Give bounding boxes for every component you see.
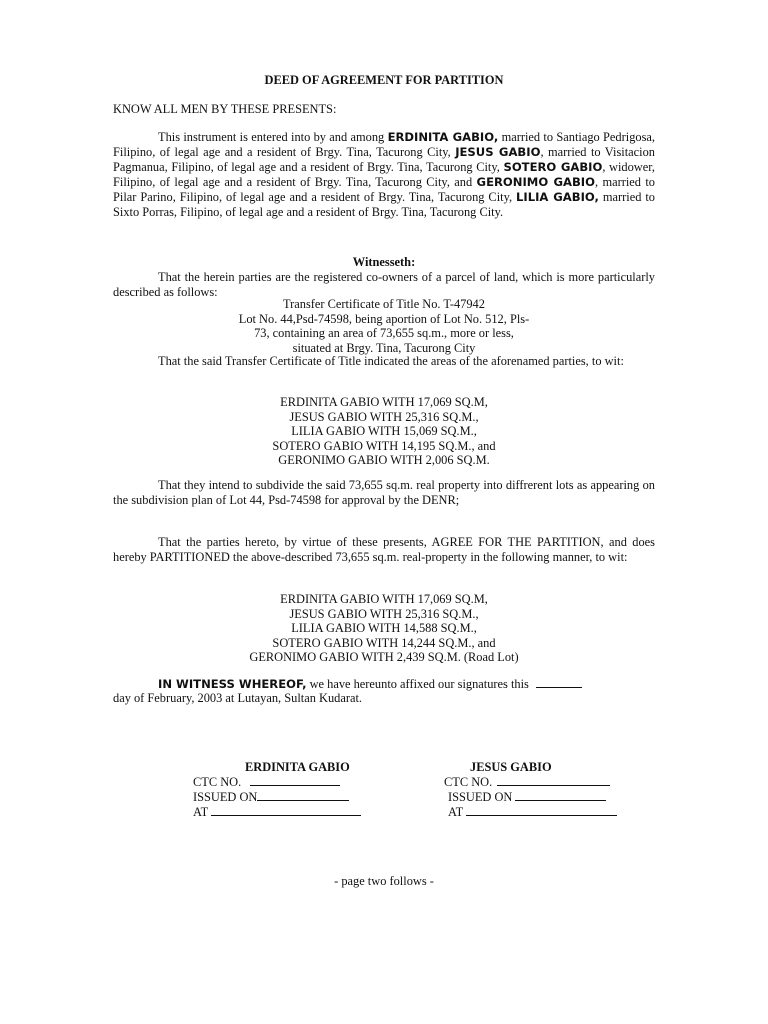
signatory-name: ERDINITA GABIO (245, 760, 350, 774)
subdivide-paragraph: That they intend to subdivide the said 73,655 sq.m. real property into diffrerent lots as appearing on the subdivision plan of Lot 44, Psd-74598 for approval by the DENR; (113, 478, 655, 507)
list-item: SOTERO GABIO WITH 14,195 SQ.M., and (272, 438, 496, 453)
party-name: GERONIMO GABIO (476, 175, 595, 189)
issued-on-blank (515, 789, 606, 801)
at-blank (466, 804, 617, 816)
coowners-paragraph: That the herein parties are the registered co-owners of a parcel of land, which is more particularly described as follows: (113, 270, 655, 299)
at-field: AT (193, 804, 361, 820)
land-description-line: Lot No. 44,Psd-74598, being aportion of Lot No. 512, Pls- (238, 311, 530, 326)
list-item: GERONIMO GABIO WITH 2,006 SQ.M. (278, 453, 490, 467)
page-footer: - page two follows - (334, 874, 434, 888)
land-description-line: Transfer Certificate of Title No. T-47942 (283, 297, 485, 311)
list-item: LILIA GABIO WITH 14,588 SQ.M., (291, 621, 477, 635)
land-description-line: situated at Brgy. Tina, Tacurong City (292, 340, 476, 355)
intro-paragraph: This instrument is entered into by and among ERDINITA GABIO, married to Santiago Pedrigosa, Filipino, of legal age and a resident of Brgy. Tina, Tacurong City, JESUS GABIO, married to Visitacion Pagmanua, Filipino, of legal age and a resident of Brgy. Tina, Tacurong City, SOTERO GABIO, widower, Filipino, of legal age and a resident of Brgy. Tina, Tacurong City, and GERONIMO GABIO, married to Pilar Parino, Filipino, of legal age and a resident of Brgy. Tina, Tacurong City, LILIA GABIO, married to Sixto Porras, Filipino, of legal age and a resident of Brgy. Tina, Tacurong City. (113, 130, 656, 219)
witnesseth-heading: Witnesseth: (352, 255, 416, 269)
at-blank (211, 804, 361, 816)
list-item: LILIA GABIO WITH 15,069 SQ.M., (291, 424, 477, 438)
issued-on-field: ISSUED ON (448, 789, 606, 805)
witness-whereof-bold: IN WITNESS WHEREOF, (158, 677, 307, 691)
issued-on-blank (257, 789, 349, 801)
at-field: AT (448, 804, 617, 820)
party-name: ERDINITA GABIO, (387, 130, 499, 144)
land-description (113, 297, 655, 355)
salutation: KNOW ALL MEN BY THESE PRESENTS: (113, 102, 337, 116)
areas-list-initial (113, 395, 655, 468)
party-name: JESUS GABIO (455, 145, 541, 159)
party-name: LILIA GABIO, (516, 190, 599, 204)
agree-paragraph: That the parties hereto, by virtue of these presents, AGREE FOR THE PARTITION, and does hereby PARTITIONED the above-described 73,655 sq.m. real-property in the following manner, to wit: (113, 535, 655, 564)
party-name: SOTERO GABIO (503, 160, 603, 174)
ctc-field: CTC NO. (444, 774, 610, 790)
witness-date-line: day of February, 2003 at Lutayan, Sultan Kudarat. (113, 691, 363, 705)
land-description-line: 73, containing an area of 73,655 sq.m., more or less, (254, 326, 514, 340)
ctc-field: CTC NO. (193, 774, 340, 790)
list-item: SOTERO GABIO WITH 14,244 SQ.M., and (272, 635, 496, 650)
list-item: GERONIMO GABIO WITH 2,439 SQ.M. (Road Lot) (249, 650, 519, 664)
date-blank (536, 676, 582, 688)
ctc-blank (250, 774, 340, 786)
witness-whereof-line: IN WITNESS WHEREOF, we have hereunto affixed our signatures this (158, 676, 582, 692)
list-item: JESUS GABIO WITH 25,316 SQ.M., (289, 606, 479, 621)
issued-on-field: ISSUED ON (193, 789, 349, 805)
signatory-name: JESUS GABIO (470, 760, 552, 774)
document-title: DEED OF AGREEMENT FOR PARTITION (264, 73, 504, 87)
list-item: ERDINITA GABIO WITH 17,069 SQ.M, (280, 395, 488, 409)
list-item: ERDINITA GABIO WITH 17,069 SQ.M, (280, 592, 488, 606)
areas-paragraph: That the said Transfer Certificate of Title indicated the areas of the aforenamed parties, to wit: (158, 354, 624, 368)
list-item: JESUS GABIO WITH 25,316 SQ.M., (289, 409, 479, 424)
ctc-blank (497, 774, 610, 786)
areas-list-partition (113, 592, 655, 665)
